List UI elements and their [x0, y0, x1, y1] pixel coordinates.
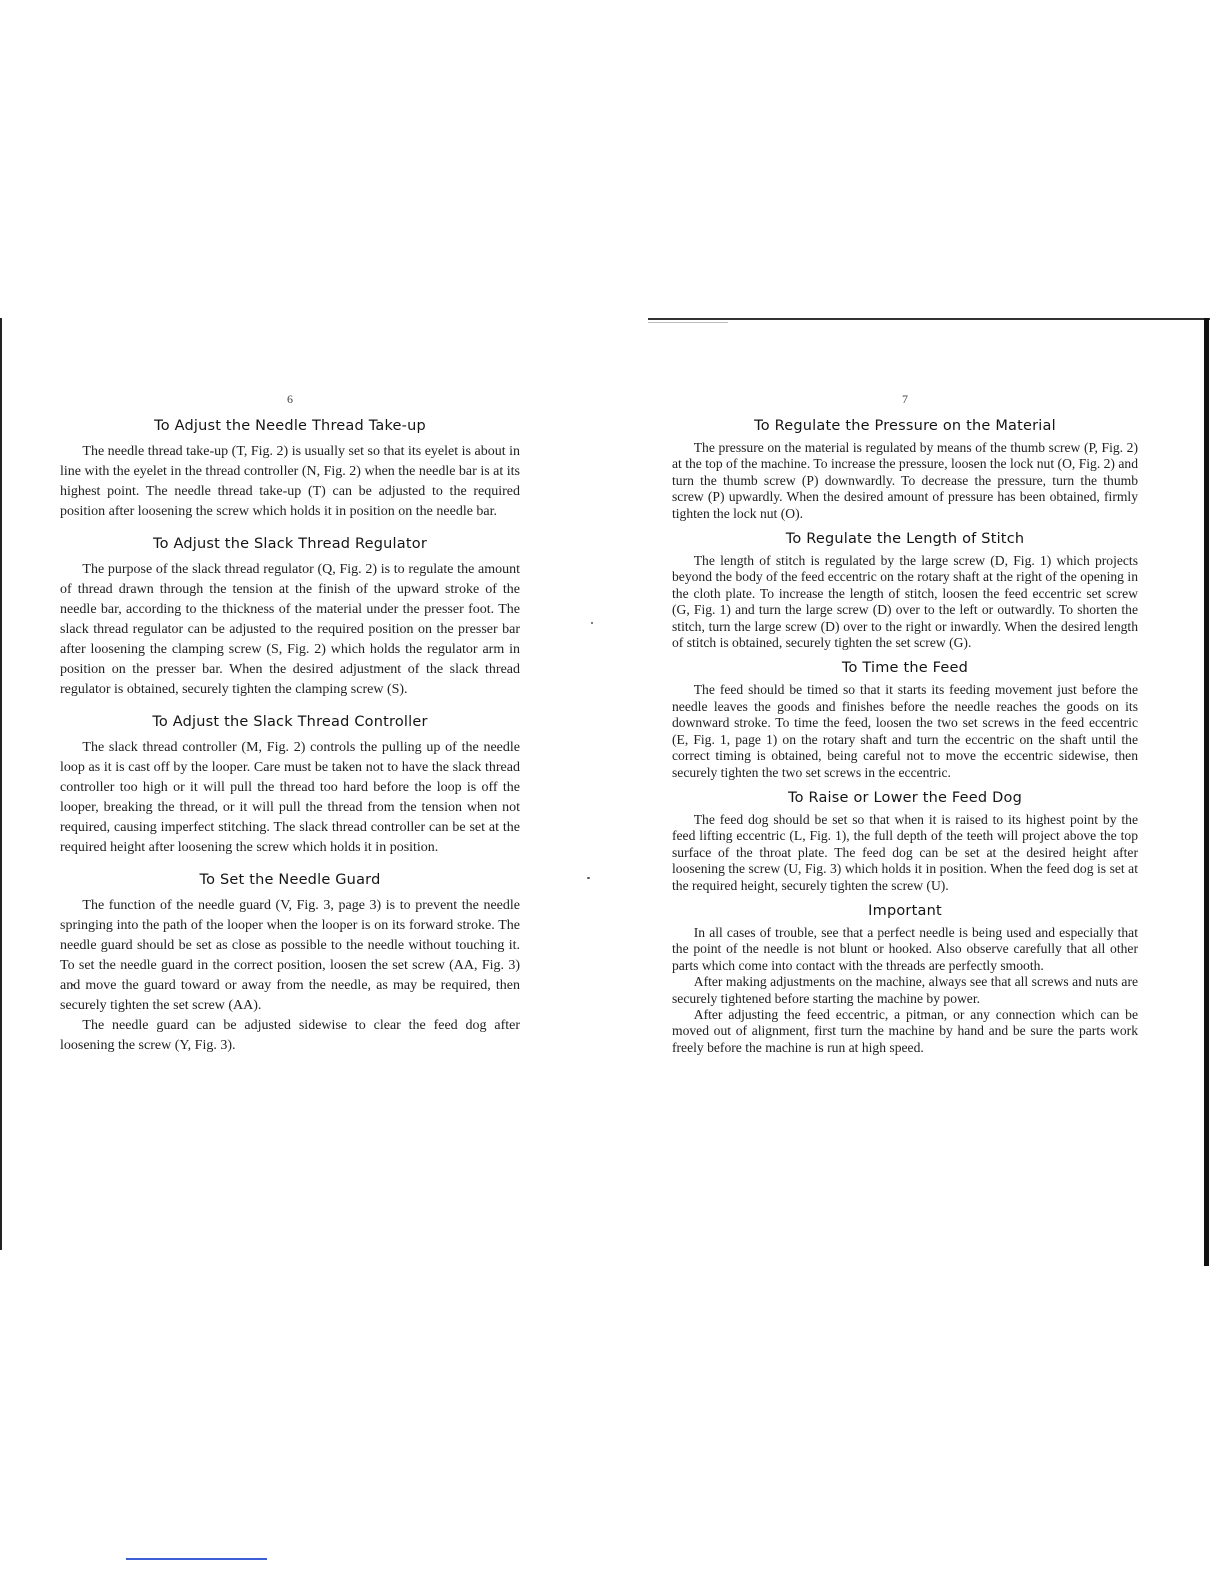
scan-edge-top-faint — [648, 322, 728, 323]
paragraph: In all cases of trouble, see that a perfect needle is being used and especially that the point of the needle is not blunt or hooked. Also observe carefully that all other parts which come into contact with the threads are perfectly smooth. — [672, 924, 1138, 973]
paragraph: The slack thread controller (M, Fig. 2) controls the pulling up of the needle loop as it is cast off by the looper. Care must be taken not to have the slack thread controller too high or it will pull the thread too hard before the loop is off the looper, breaking the thread, or it will pull the thread from the tension when not required, causing imperfect stitching. The slack thread controller can be set at the required height after loosening the screw which holds it in position. — [60, 740, 520, 855]
blue-underline-mark — [126, 1558, 267, 1560]
paragraph: The length of stitch is regulated by the large screw (D, Fig. 1) which projects beyond the body of the feed eccentric on the rotary shaft at the right of the opening in the cloth plate. To increase the length of stitch, loosen the feed eccentric set screw (G, Fig. 1) and turn the large screw (D) over to the left or outwardly. To shorten the stitch, turn the large screw (D) over to the right or inwardly. When the desired length of stitch is obtained, securely tighten the set screw (G). — [672, 553, 1138, 651]
section-needle-thread-take-up — [60, 418, 520, 522]
paragraph: After making adjustments on the machine, always see that all screws and nuts are securely tightened before starting the machine by power. — [672, 974, 1138, 1006]
section-slack-thread-regulator — [60, 536, 520, 700]
section-title: To Regulate the Length of Stitch — [785, 531, 1025, 548]
paragraph: After adjusting the feed eccentric, a pitman, or any connection which can be moved out of alignment, first turn the machine by hand and be sure the parts work freely before the machine is run at high speed. — [672, 1006, 1138, 1055]
scan-edge-top — [648, 318, 1210, 320]
right-page-content — [672, 418, 1138, 1065]
paragraph: The needle guard can be adjusted sidewise to clear the feed dog after loosening the screw (Y, Fig. 3). — [60, 1018, 520, 1053]
section-title: To Raise or Lower the Feed Dog — [788, 789, 1022, 806]
paragraph: The feed should be timed so that it starts its feeding movement just before the needle leaves the goods and finishes before the needle reaches the goods on its downward stroke. To time the feed, loosen the two set screws in the feed eccentric (E, Fig. 1, page 1) on the rotary shaft and turn the eccentric on the shaft until the correct timing is obtained, being careful not to move the eccentric sidewise, then securely tighten the two set screws in the eccentric. — [672, 682, 1138, 780]
section-title: To Adjust the Slack Thread Regulator — [153, 536, 427, 552]
section-title: To Adjust the Slack Thread Controller — [152, 714, 428, 730]
paragraph: The feed dog should be set so that when it is raised to its highest point by the feed lifting eccentric (L, Fig. 1), the full depth of the teeth will project above the top surface of the throat plate. The feed dog can be set at the desired height after loosening the screw (U, Fig. 3) which holds it in position. When the feed dog is set at the required height, securely tighten the screw (U). — [672, 811, 1138, 893]
section-title: Important — [868, 902, 942, 919]
section-important — [672, 903, 1138, 1056]
section-title: To Adjust the Needle Thread Take-up — [154, 418, 426, 434]
section-needle-guard — [60, 872, 520, 1056]
section-slack-thread-controller — [60, 714, 520, 858]
section-feed-dog — [672, 790, 1138, 894]
scan-speck — [591, 622, 593, 624]
scan-edge-right — [1204, 318, 1209, 1266]
paragraph: The purpose of the slack thread regulator (Q, Fig. 2) is to regulate the amount of thread drawn through the tension at the finish of the upward stroke of the needle bar, according to the thickness of the material under the presser foot. The slack thread regulator can be adjusted to the required position on the presser bar after loosening the clamping screw (S, Fig. 2) which holds the regulator arm in position on the presser bar. When the desired adjustment of the slack thread regulator is obtained, securely tighten the clamping screw (S). — [60, 562, 520, 697]
left-page-content — [60, 418, 520, 1070]
page-number: 7 — [902, 392, 908, 406]
section-pressure-on-material — [672, 418, 1138, 522]
paragraph: The function of the needle guard (V, Fig. 3, page 3) is to prevent the needle springing into the path of the looper when the looper is on its forward stroke. The needle guard should be set as close as possible to the needle without touching it. To set the needle guard in the correct position, loosen the set screw (AA, Fig. 3) and move the guard toward or away from the needle, as may be required, then securely tighten the set screw (AA). — [60, 898, 520, 1013]
page-number: 6 — [287, 392, 293, 406]
section-time-the-feed — [672, 660, 1138, 780]
section-title: To Time the Feed — [841, 660, 969, 677]
scan-speck — [587, 877, 590, 879]
section-title: To Regulate the Pressure on the Material — [754, 418, 1056, 434]
section-title: To Set the Needle Guard — [199, 872, 381, 888]
section-length-of-stitch — [672, 531, 1138, 651]
paragraph: The needle thread take-up (T, Fig. 2) is usually set so that its eyelet is about in line with the eyelet in the thread controller (N, Fig. 2) when the needle bar is at its highest point. The needle thread take-up (T) can be adjusted to the required position after loosening the screw which holds it in position on the needle bar. — [60, 444, 520, 519]
scan-edge-left — [0, 318, 2, 1250]
paragraph: The pressure on the material is regulated by means of the thumb screw (P, Fig. 2) at the top of the machine. To increase the pressure, loosen the lock nut (O, Fig. 2) and turn the thumb screw (P) downwardly. To decrease the pressure, turn the thumb screw (P) upwardly. When the desired amount of pressure has been obtained, firmly tighten the lock nut (O). — [672, 440, 1138, 521]
